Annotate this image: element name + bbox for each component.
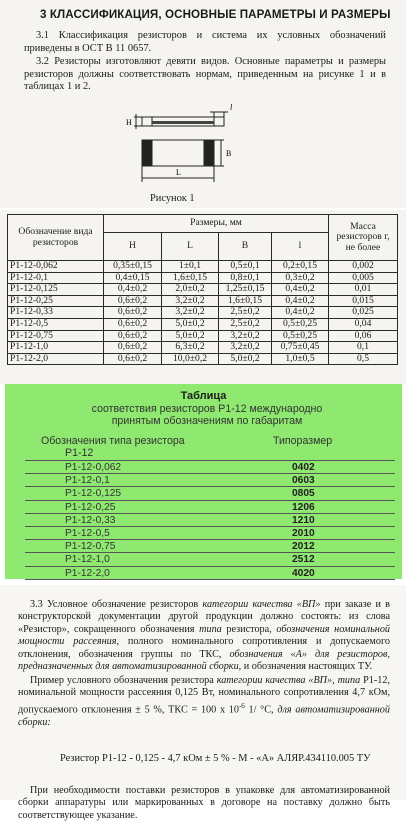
list-item <box>25 540 395 553</box>
header-col-B: B <box>219 233 272 261</box>
resistor-type: Р1-12-0,33 <box>65 514 116 526</box>
package-size: 2512 <box>292 554 315 566</box>
cell-h: 0,6±0,2 <box>104 330 162 342</box>
table-row <box>8 353 398 365</box>
paragraph-3-3: 3.3 Условное обозначение резисторов категории качества «ВП» при заказе и в конструкторской документации другой продукции должно состоять: из слова «Резистор», сокращенного обозначения типа резистора, обозначения номинальной мощности рассеяния, полного номинального сопротивления и допускаемого отклонения, обозначения группы по ТКС, обозначения «А» для резисторов, предназначенных для автоматизированной сборки, и обозначения настоящих ТУ. <box>18 599 391 673</box>
header-resistor-type: Обозначения типа резистора <box>41 435 185 447</box>
section-designation <box>0 585 406 821</box>
cell-b: 0,8±0,1 <box>219 272 272 284</box>
package-size: 1210 <box>292 514 315 526</box>
header-col-H: H <box>104 233 162 261</box>
cell-lead: 0,4±0,2 <box>272 284 329 296</box>
list-item <box>25 501 395 514</box>
cell-l: 3,2±0,2 <box>162 307 219 319</box>
table-1-section <box>0 210 406 384</box>
cell-h: 0,6±0,2 <box>104 353 162 365</box>
cell-name: Р1-12-0,5 <box>8 318 104 330</box>
table-body <box>8 261 398 365</box>
header-col-l: l <box>272 233 329 261</box>
cell-mass: 0,06 <box>329 330 398 342</box>
resistor-side-view <box>134 112 228 129</box>
list-item <box>25 461 395 474</box>
paragraph-3-1: 3.1 Классификация резисторов и система их условных обозначений приведены в ОСТ В 11 0657. <box>24 30 386 54</box>
package-size: 2010 <box>292 528 315 539</box>
table-row <box>8 295 398 307</box>
cell-h: 0,6±0,2 <box>104 342 162 354</box>
figure-caption: Рисунок 1 <box>150 193 195 204</box>
cell-h: 0,6±0,2 <box>104 318 162 330</box>
cell-b: 3,2±0,2 <box>219 330 272 342</box>
designation-example: Резистор Р1-12 - 0,125 - 4,7 кОм ± 5 % - М - «А» АЛЯР.434110.005 ТУ <box>60 753 371 764</box>
cell-mass: 0,04 <box>329 318 398 330</box>
resistor-type: Р1-12-2,0 <box>65 567 110 579</box>
cell-lead: 0,4±0,2 <box>272 307 329 319</box>
cell-lead: 1,0±0,5 <box>272 353 329 365</box>
cell-mass: 0,025 <box>329 307 398 319</box>
cell-h: 0,4±0,15 <box>104 272 162 284</box>
cell-h: 0,6±0,2 <box>104 307 162 319</box>
label-H: H <box>126 118 132 127</box>
list-item <box>25 487 395 500</box>
cell-mass: 0,01 <box>329 284 398 296</box>
cell-b: 0,5±0,1 <box>219 261 272 273</box>
package-size: 1206 <box>292 501 315 513</box>
cell-l: 5,0±0,2 <box>162 330 219 342</box>
cell-mass: 0,005 <box>329 272 398 284</box>
section-heading: 3 КЛАССИФИКАЦИЯ, ОСНОВНЫЕ ПАРАМЕТРЫ И РАЗМЕРЫ <box>40 8 391 21</box>
cell-l: 3,2±0,2 <box>162 295 219 307</box>
cell-name: Р1-12-0,75 <box>8 330 104 342</box>
cell-mass: 0,5 <box>329 353 398 365</box>
cell-lead: 0,75±0,45 <box>272 342 329 354</box>
list-item <box>25 567 395 580</box>
cell-lead: 0,3±0,2 <box>272 272 329 284</box>
header-col-L: L <box>162 233 219 261</box>
table-row <box>8 330 398 342</box>
green-table-subtitle: соответствия резисторов Р1-12 международно принятым обозначениям по габаритам <box>91 403 323 428</box>
green-table-title: Таблица <box>180 390 227 402</box>
cell-name: Р1-12-0,1 <box>8 272 104 284</box>
package-size: 0805 <box>292 488 315 500</box>
cell-mass: 0,002 <box>329 261 398 273</box>
cell-l: 6,3±0,2 <box>162 342 219 354</box>
package-size: 4020 <box>292 567 315 579</box>
cell-lead: 0,2±0,15 <box>272 261 329 273</box>
cell-l: 2,0±0,2 <box>162 284 219 296</box>
list-item <box>25 514 395 527</box>
correspondence-table <box>5 384 402 579</box>
cell-mass: 0,1 <box>329 342 398 354</box>
section-intro <box>0 0 406 208</box>
resistor-type: Р1-12-0,5 <box>65 528 110 539</box>
cell-name: Р1-12-0,125 <box>8 284 104 296</box>
label-B: B <box>226 149 232 158</box>
list-item <box>25 474 395 487</box>
package-size: 0603 <box>292 475 315 487</box>
cell-b: 1,25±0,15 <box>219 284 272 296</box>
cell-mass: 0,015 <box>329 295 398 307</box>
paragraph-example: Пример условного обозначения резистора категории качества «ВП», типа Р1-12, номинальной мощности рассеяния 0,125 Вт, номинального сопротивления 4,7 кОм, допускаемого отклонения ± 5 %, ТКС = 100 х $10^{-6}$ 1/ °С, для автоматизированной сборки: <box>18 675 391 728</box>
resistor-type: Р1-12-0,1 <box>65 475 110 487</box>
header-resistor-type-series: Р1-12 <box>65 447 94 459</box>
package-size: 2012 <box>292 541 315 553</box>
resistor-type: Р1-12-0,25 <box>65 501 116 513</box>
cell-name: Р1-12-0,33 <box>8 307 104 319</box>
table-row <box>8 307 398 319</box>
resistor-type: Р1-12-0,125 <box>65 488 122 500</box>
header-package-size: Типоразмер <box>273 435 333 447</box>
resistor-type: Р1-12-1,0 <box>65 554 110 566</box>
table-row <box>8 272 398 284</box>
package-size: 0402 <box>292 462 315 473</box>
label-L: L <box>176 168 181 177</box>
cell-lead: 0,4±0,2 <box>272 295 329 307</box>
cell-h: 0,35±0,15 <box>104 261 162 273</box>
cell-name: Р1-12-1,0 <box>8 342 104 354</box>
resistor-figure <box>120 104 270 189</box>
cell-lead: 0,5±0,25 <box>272 330 329 342</box>
cell-l: 1±0,1 <box>162 261 219 273</box>
table-row <box>8 342 398 354</box>
paragraph-packaging: При необходимости поставки резисторов в упаковке для автоматизированной сборки аппаратуры или маркированных в договоре на поставку должно быть соответствующее указание. <box>18 785 390 821</box>
cell-lead: 0,5±0,25 <box>272 318 329 330</box>
paragraph-3-2: 3.2 Резисторы изготовляют девяти видов. Основные параметры и размеры резисторов должны соответствовать нормам, приведенным на рисунке 1 и в таблицах 1 и 2. <box>24 56 386 93</box>
dimensions-table <box>7 214 398 365</box>
cell-b: 1,6±0,15 <box>219 295 272 307</box>
resistor-type: Р1-12-0,062 <box>65 462 122 473</box>
header-designation: Обозначение вида резисторов <box>8 215 104 261</box>
cell-l: 5,0±0,2 <box>162 318 219 330</box>
cell-name: Р1-12-0,25 <box>8 295 104 307</box>
label-l: l <box>230 103 233 112</box>
table-row <box>8 284 398 296</box>
cell-l: 10,0±0,2 <box>162 353 219 365</box>
cell-b: 5,0±0,2 <box>219 353 272 365</box>
table-row <box>8 261 398 273</box>
cell-name: Р1-12-0,062 <box>8 261 104 273</box>
resistor-top-view <box>142 140 224 182</box>
cell-name: Р1-12-2,0 <box>8 353 104 365</box>
header-sizes: Размеры, мм <box>104 215 329 233</box>
table-row <box>8 318 398 330</box>
cell-h: 0,4±0,2 <box>104 284 162 296</box>
cell-b: 2,5±0,2 <box>219 307 272 319</box>
cell-h: 0,6±0,2 <box>104 295 162 307</box>
list-item <box>25 553 395 566</box>
header-mass: Масса резисторов г, не более <box>329 215 398 261</box>
cell-b: 3,2±0,2 <box>219 342 272 354</box>
cell-l: 1,6±0,15 <box>162 272 219 284</box>
cell-b: 2,5±0,2 <box>219 318 272 330</box>
resistor-type: Р1-12-0,75 <box>65 541 116 553</box>
list-item <box>25 527 395 540</box>
